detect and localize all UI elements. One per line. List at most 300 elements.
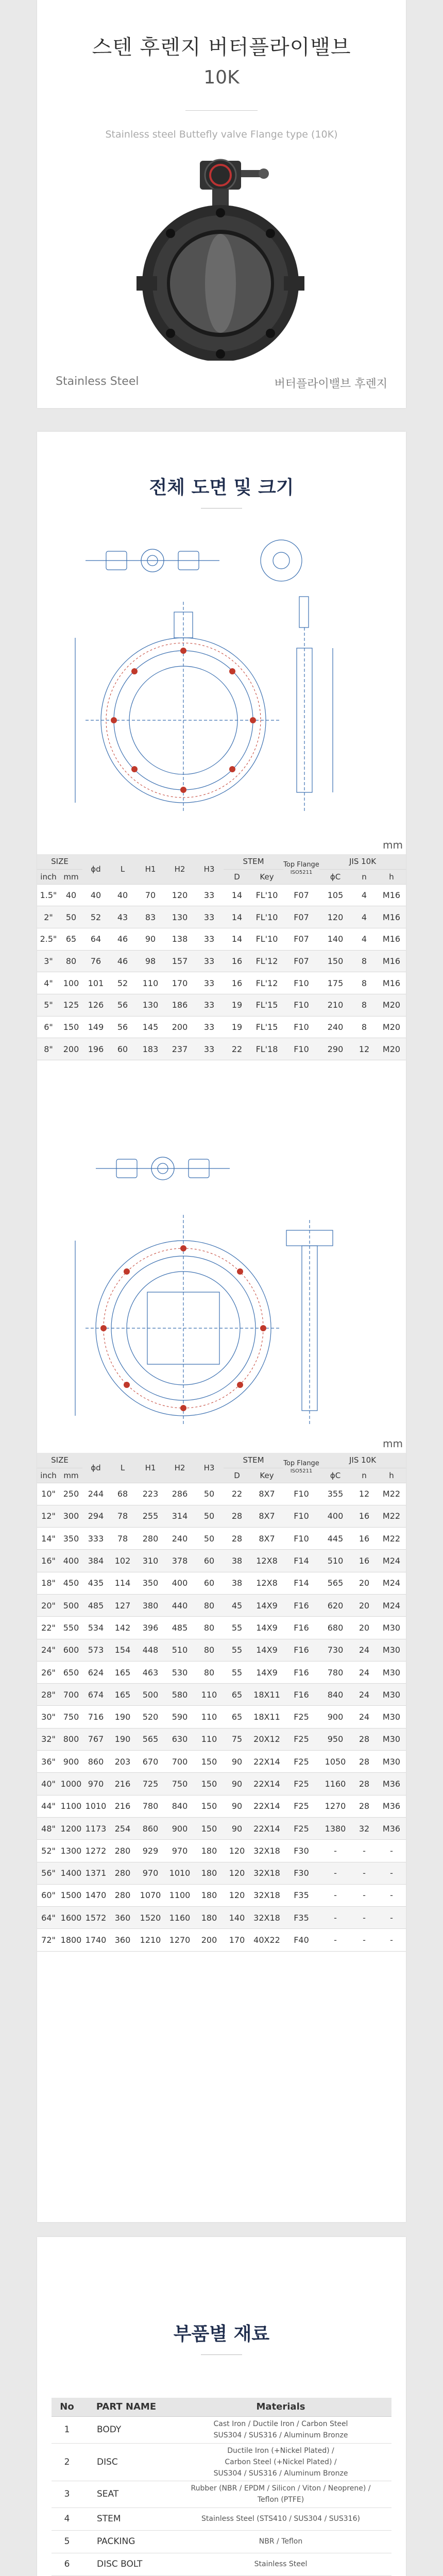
header-d: D bbox=[224, 869, 250, 884]
table-cell: 300 bbox=[60, 1505, 82, 1527]
table-cell: 165 bbox=[109, 1661, 136, 1683]
table-cell: F25 bbox=[283, 1773, 319, 1795]
table-cell: 400 bbox=[60, 1550, 82, 1572]
table-cell: 154 bbox=[109, 1639, 136, 1661]
table-row bbox=[37, 950, 406, 972]
table-cell: 1272 bbox=[82, 1840, 109, 1862]
table-cell: 22X14 bbox=[250, 1773, 283, 1795]
table-cell: 60" bbox=[37, 1884, 60, 1906]
product-subtitle: 10K bbox=[203, 67, 240, 88]
table-cell: 294 bbox=[82, 1505, 109, 1527]
material-label: Stainless Steel bbox=[56, 375, 139, 388]
table-cell: 20X12 bbox=[250, 1728, 283, 1750]
table-cell: 310 bbox=[136, 1550, 165, 1572]
table-cell: 860 bbox=[136, 1817, 165, 1839]
table-cell: 170 bbox=[224, 1929, 250, 1951]
table-cell: 840 bbox=[319, 1684, 351, 1706]
table-row bbox=[37, 1684, 406, 1706]
table-cell: 8 bbox=[351, 994, 377, 1016]
table-cell: 565 bbox=[319, 1572, 351, 1594]
table-row bbox=[37, 1929, 406, 1951]
table-cell: F10 bbox=[283, 1528, 319, 1550]
table-cell: 32X18 bbox=[250, 1862, 283, 1884]
table-cell: 19 bbox=[224, 1016, 250, 1038]
header-mm: mm bbox=[60, 869, 82, 884]
table-cell: 1010 bbox=[82, 1795, 109, 1817]
table-cell: F10 bbox=[283, 1505, 319, 1527]
table-cell: 1380 bbox=[319, 1817, 351, 1839]
table-cell: 125 bbox=[60, 994, 82, 1016]
table-cell: 970 bbox=[165, 1840, 195, 1862]
table-cell: M36 bbox=[377, 1795, 406, 1817]
table-cell: 4" bbox=[37, 972, 60, 994]
table-cell: 550 bbox=[60, 1617, 82, 1639]
table-cell: 1010 bbox=[165, 1862, 195, 1884]
table-cell: 730 bbox=[319, 1639, 351, 1661]
table-cell: 43 bbox=[109, 906, 136, 928]
table-cell: 1740 bbox=[82, 1929, 109, 1951]
table-cell: 360 bbox=[109, 1907, 136, 1929]
table-cell: FL'12 bbox=[250, 972, 283, 994]
header-jis: JIS 10K bbox=[319, 1453, 406, 1468]
parts-header-no: No bbox=[52, 2398, 82, 2416]
table-cell: 80 bbox=[195, 1594, 224, 1616]
table-cell: 64" bbox=[37, 1907, 60, 1929]
header-h2: H2 bbox=[165, 1453, 195, 1483]
table-cell: 55 bbox=[224, 1639, 250, 1661]
valve-photo bbox=[37, 155, 406, 361]
table-cell: 380 bbox=[136, 1594, 165, 1616]
table-cell: - bbox=[319, 1907, 351, 1929]
table-cell: 130 bbox=[165, 906, 195, 928]
table-cell: F16 bbox=[283, 1639, 319, 1661]
parts-no: 6 bbox=[52, 2553, 82, 2575]
table-cell: 65 bbox=[60, 928, 82, 950]
table-cell: - bbox=[377, 1907, 406, 1929]
table-cell: 83 bbox=[136, 906, 165, 928]
table-cell: 100 bbox=[60, 972, 82, 994]
table-cell: 16 bbox=[224, 972, 250, 994]
table-row bbox=[37, 1706, 406, 1728]
table-cell: 14X9 bbox=[250, 1661, 283, 1683]
table-cell: 900 bbox=[165, 1817, 195, 1839]
table-cell: F10 bbox=[283, 1038, 319, 1060]
header-stem: STEM bbox=[224, 1453, 283, 1468]
table-cell: 624 bbox=[82, 1661, 109, 1683]
table-cell: F16 bbox=[283, 1594, 319, 1616]
table-cell: - bbox=[319, 1884, 351, 1906]
parts-no: 5 bbox=[52, 2530, 82, 2553]
table-cell: 3" bbox=[37, 950, 60, 972]
table-cell: 40X22 bbox=[250, 1929, 283, 1951]
table-cell: 38 bbox=[224, 1550, 250, 1572]
table-cell: FL'10 bbox=[250, 906, 283, 928]
table-cell: 200 bbox=[165, 1016, 195, 1038]
material-line: Rubber (NBR / EPDM / Silicon / Viton / Neoprene) / bbox=[191, 2484, 371, 2493]
table-cell: 170 bbox=[165, 972, 195, 994]
table-cell: M16 bbox=[377, 950, 406, 972]
table-row bbox=[37, 906, 406, 928]
table-row bbox=[37, 1639, 406, 1661]
table-cell: 80 bbox=[195, 1639, 224, 1661]
parts-row bbox=[52, 2530, 391, 2553]
header-d: D bbox=[224, 1468, 250, 1483]
table-cell: 396 bbox=[136, 1617, 165, 1639]
table-cell: 223 bbox=[136, 1483, 165, 1505]
parts-name: STEM bbox=[82, 2507, 170, 2530]
table-row bbox=[37, 1862, 406, 1884]
table-cell: 8X7 bbox=[250, 1528, 283, 1550]
table-cell: 14" bbox=[37, 1528, 60, 1550]
table-cell: 1572 bbox=[82, 1907, 109, 1929]
table-cell: 12 bbox=[351, 1038, 377, 1060]
table-cell: 12X8 bbox=[250, 1550, 283, 1572]
table-row bbox=[37, 1795, 406, 1817]
table-cell: 1100 bbox=[165, 1884, 195, 1906]
table-cell: 255 bbox=[136, 1505, 165, 1527]
table-cell: F14 bbox=[283, 1572, 319, 1594]
table-cell: F35 bbox=[283, 1907, 319, 1929]
table-row bbox=[37, 1728, 406, 1750]
table-cell: 45 bbox=[224, 1594, 250, 1616]
table-cell: - bbox=[351, 1840, 377, 1862]
table-cell: 60 bbox=[195, 1572, 224, 1594]
table-cell: 50 bbox=[195, 1483, 224, 1505]
table-cell: M30 bbox=[377, 1706, 406, 1728]
title-divider bbox=[201, 508, 242, 509]
table-cell: 50 bbox=[60, 906, 82, 928]
table-cell: 12X8 bbox=[250, 1572, 283, 1594]
table-cell: - bbox=[319, 1840, 351, 1862]
table-cell: 1050 bbox=[319, 1751, 351, 1773]
table-cell: 840 bbox=[165, 1795, 195, 1817]
table-cell: 355 bbox=[319, 1483, 351, 1505]
table-cell: 286 bbox=[165, 1483, 195, 1505]
technical-drawing-large bbox=[65, 1138, 378, 1436]
table-cell: F30 bbox=[283, 1862, 319, 1884]
table-cell: 750 bbox=[165, 1773, 195, 1795]
table-cell: 28 bbox=[351, 1728, 377, 1750]
table-cell: 630 bbox=[165, 1728, 195, 1750]
table-cell: 1000 bbox=[60, 1773, 82, 1795]
table-cell: 780 bbox=[136, 1795, 165, 1817]
table-cell: 1520 bbox=[136, 1907, 165, 1929]
table-cell: 90 bbox=[224, 1773, 250, 1795]
table-cell: 68 bbox=[109, 1483, 136, 1505]
table-cell: 18" bbox=[37, 1572, 60, 1594]
table-cell: 28 bbox=[351, 1773, 377, 1795]
table-cell: M16 bbox=[377, 884, 406, 906]
table-cell: 90 bbox=[224, 1817, 250, 1839]
table-cell: 180 bbox=[195, 1862, 224, 1884]
table-cell: F25 bbox=[283, 1817, 319, 1839]
table-cell: F25 bbox=[283, 1706, 319, 1728]
table-cell: 500 bbox=[136, 1684, 165, 1706]
table-cell: 530 bbox=[165, 1661, 195, 1683]
header-l: L bbox=[109, 854, 136, 884]
table-cell: M30 bbox=[377, 1639, 406, 1661]
table-cell: 12 bbox=[351, 1483, 377, 1505]
table-cell: 32X18 bbox=[250, 1840, 283, 1862]
table-cell: 78 bbox=[109, 1528, 136, 1550]
table-cell: 1100 bbox=[60, 1795, 82, 1817]
header-jis: JIS 10K bbox=[319, 854, 406, 869]
table-cell: 56" bbox=[37, 1862, 60, 1884]
parts-row bbox=[52, 2416, 391, 2443]
table-cell: 580 bbox=[165, 1684, 195, 1706]
table-cell: 4 bbox=[351, 906, 377, 928]
table-cell: F16 bbox=[283, 1684, 319, 1706]
table-cell: 33 bbox=[195, 906, 224, 928]
table-cell: 33 bbox=[195, 928, 224, 950]
table-row bbox=[37, 1550, 406, 1572]
table-cell: M30 bbox=[377, 1684, 406, 1706]
table-cell: 22X14 bbox=[250, 1751, 283, 1773]
table-cell: M24 bbox=[377, 1550, 406, 1572]
table-cell: 240 bbox=[319, 1016, 351, 1038]
table-cell: 280 bbox=[136, 1528, 165, 1550]
header-n: n bbox=[351, 869, 377, 884]
table-cell: 180 bbox=[195, 1840, 224, 1862]
table-cell: 52" bbox=[37, 1840, 60, 1862]
table-cell: FL'18 bbox=[250, 1038, 283, 1060]
dimension-rows-large bbox=[37, 1483, 406, 1951]
table-cell: 510 bbox=[165, 1639, 195, 1661]
product-title: 스텐 후렌지 버터플라이밸브 bbox=[92, 36, 351, 59]
table-cell: M22 bbox=[377, 1505, 406, 1527]
table-cell: 120 bbox=[224, 1862, 250, 1884]
header-stem: STEM bbox=[224, 854, 283, 869]
table-cell: 140 bbox=[224, 1907, 250, 1929]
table-cell: 716 bbox=[82, 1706, 109, 1728]
table-row bbox=[37, 928, 406, 950]
parts-materials bbox=[170, 2553, 391, 2575]
table-cell: 20 bbox=[351, 1594, 377, 1616]
table-row bbox=[37, 1528, 406, 1550]
table-cell: F25 bbox=[283, 1751, 319, 1773]
table-cell: 180 bbox=[195, 1907, 224, 1929]
table-cell: - bbox=[377, 1929, 406, 1951]
table-cell: 80 bbox=[195, 1661, 224, 1683]
table-cell: 10" bbox=[37, 1483, 60, 1505]
parts-materials bbox=[170, 2530, 391, 2553]
table-cell: 24 bbox=[351, 1684, 377, 1706]
table-cell: F30 bbox=[283, 1840, 319, 1862]
dimension-table-small bbox=[37, 854, 406, 1060]
table-cell: 384 bbox=[82, 1550, 109, 1572]
table-cell: M30 bbox=[377, 1617, 406, 1639]
dimension-rows-small bbox=[37, 884, 406, 1060]
table-cell: 26" bbox=[37, 1661, 60, 1683]
table-cell: 110 bbox=[195, 1706, 224, 1728]
table-cell: 700 bbox=[165, 1751, 195, 1773]
table-cell: 500 bbox=[60, 1594, 82, 1616]
table-cell: 120 bbox=[224, 1840, 250, 1862]
parts-row bbox=[52, 2481, 391, 2507]
table-cell: 46 bbox=[109, 928, 136, 950]
table-row bbox=[37, 1751, 406, 1773]
table-cell: FL'15 bbox=[250, 994, 283, 1016]
table-cell: 70 bbox=[136, 884, 165, 906]
table-cell: F14 bbox=[283, 1550, 319, 1572]
table-cell: 333 bbox=[82, 1528, 109, 1550]
table-cell: F40 bbox=[283, 1929, 319, 1951]
header-h1: H1 bbox=[136, 854, 165, 884]
header-top-flange-label: Top Flange bbox=[283, 1460, 319, 1468]
table-cell: 14X9 bbox=[250, 1617, 283, 1639]
table-cell: 126 bbox=[82, 994, 109, 1016]
table-cell: F07 bbox=[283, 928, 319, 950]
table-cell: 600 bbox=[60, 1639, 82, 1661]
table-cell: 150 bbox=[195, 1773, 224, 1795]
header-phid: ϕd bbox=[82, 1453, 109, 1483]
table-cell: M22 bbox=[377, 1483, 406, 1505]
table-cell: 1270 bbox=[165, 1929, 195, 1951]
table-cell: F16 bbox=[283, 1661, 319, 1683]
material-line: Stainless Steel bbox=[254, 2560, 308, 2568]
product-description: Stainless steel Buttefly valve Flange type (10K) bbox=[105, 129, 338, 140]
table-cell: 445 bbox=[319, 1528, 351, 1550]
table-cell: - bbox=[377, 1862, 406, 1884]
table-cell: M24 bbox=[377, 1572, 406, 1594]
table-cell: 250 bbox=[60, 1483, 82, 1505]
table-cell: M30 bbox=[377, 1728, 406, 1750]
table-cell: 216 bbox=[109, 1795, 136, 1817]
header-phic: ϕC bbox=[319, 869, 351, 884]
table-cell: 485 bbox=[82, 1594, 109, 1616]
table-cell: 16 bbox=[224, 950, 250, 972]
table-cell: 314 bbox=[165, 1505, 195, 1527]
table-cell: 16 bbox=[351, 1528, 377, 1550]
table-cell: 929 bbox=[136, 1840, 165, 1862]
table-cell: 280 bbox=[109, 1862, 136, 1884]
table-cell: 90 bbox=[224, 1795, 250, 1817]
table-cell: 2.5" bbox=[37, 928, 60, 950]
table-cell: 78 bbox=[109, 1505, 136, 1527]
table-cell: 130 bbox=[136, 994, 165, 1016]
table-cell: M22 bbox=[377, 1528, 406, 1550]
table-row bbox=[37, 1817, 406, 1839]
parts-card bbox=[37, 2237, 406, 2576]
table-cell: 485 bbox=[165, 1617, 195, 1639]
table-row bbox=[37, 1773, 406, 1795]
table-cell: 46 bbox=[109, 950, 136, 972]
table-cell: 4 bbox=[351, 928, 377, 950]
table-cell: FL'12 bbox=[250, 950, 283, 972]
material-line: Teflon (PTFE) bbox=[257, 2496, 304, 2504]
table-cell: 150 bbox=[195, 1751, 224, 1773]
table-cell: 28 bbox=[351, 1795, 377, 1817]
table-row bbox=[37, 1617, 406, 1639]
table-cell: 90 bbox=[224, 1751, 250, 1773]
table-cell: 52 bbox=[82, 906, 109, 928]
table-cell: 680 bbox=[319, 1617, 351, 1639]
table-cell: 33 bbox=[195, 884, 224, 906]
table-cell: 102 bbox=[109, 1550, 136, 1572]
material-line: NBR / Teflon bbox=[259, 2537, 303, 2546]
table-cell: M20 bbox=[377, 1016, 406, 1038]
table-cell: 114 bbox=[109, 1572, 136, 1594]
parts-name: DISC bbox=[82, 2443, 170, 2481]
table-cell: 1600 bbox=[60, 1907, 82, 1929]
table-cell: 350 bbox=[60, 1528, 82, 1550]
table-cell: 28 bbox=[224, 1528, 250, 1550]
parts-no: 2 bbox=[52, 2443, 82, 2481]
table-cell: F07 bbox=[283, 884, 319, 906]
unit-label: mm bbox=[383, 1437, 403, 1450]
table-cell: F25 bbox=[283, 1728, 319, 1750]
header-inch: inch bbox=[37, 869, 60, 884]
parts-row bbox=[52, 2553, 391, 2575]
table-cell: 1270 bbox=[319, 1795, 351, 1817]
table-row bbox=[37, 1661, 406, 1683]
table-cell: 56 bbox=[109, 994, 136, 1016]
table-cell: 110 bbox=[195, 1728, 224, 1750]
table-cell: 435 bbox=[82, 1572, 109, 1594]
table-cell: 175 bbox=[319, 972, 351, 994]
table-cell: 210 bbox=[319, 994, 351, 1016]
table-cell: F07 bbox=[283, 906, 319, 928]
table-cell: 750 bbox=[60, 1706, 82, 1728]
parts-row bbox=[52, 2507, 391, 2530]
table-cell: 72" bbox=[37, 1929, 60, 1951]
table-cell: 120 bbox=[224, 1884, 250, 1906]
table-cell: 674 bbox=[82, 1684, 109, 1706]
table-cell: 24 bbox=[351, 1706, 377, 1728]
dimensions-card bbox=[37, 432, 406, 2222]
table-cell: 970 bbox=[136, 1862, 165, 1884]
table-cell: 1210 bbox=[136, 1929, 165, 1951]
table-cell: 440 bbox=[165, 1594, 195, 1616]
table-cell: 450 bbox=[60, 1572, 82, 1594]
table-cell: 157 bbox=[165, 950, 195, 972]
table-cell: M20 bbox=[377, 994, 406, 1016]
title-divider bbox=[185, 110, 258, 111]
table-cell: 700 bbox=[60, 1684, 82, 1706]
header-n: n bbox=[351, 1468, 377, 1483]
table-cell: 1160 bbox=[319, 1773, 351, 1795]
table-cell: 33 bbox=[195, 994, 224, 1016]
table-cell: 18X11 bbox=[250, 1684, 283, 1706]
table-cell: 140 bbox=[319, 928, 351, 950]
table-cell: - bbox=[351, 1929, 377, 1951]
table-cell: 127 bbox=[109, 1594, 136, 1616]
table-cell: M30 bbox=[377, 1661, 406, 1683]
parts-no: 4 bbox=[52, 2507, 82, 2530]
table-row bbox=[37, 1572, 406, 1594]
parts-no: 3 bbox=[52, 2481, 82, 2507]
table-row bbox=[37, 1907, 406, 1929]
table-cell: M24 bbox=[377, 1594, 406, 1616]
header-mm: mm bbox=[60, 1468, 82, 1483]
table-cell: M16 bbox=[377, 928, 406, 950]
table-cell: 670 bbox=[136, 1751, 165, 1773]
table-cell: FL'10 bbox=[250, 928, 283, 950]
table-cell: 650 bbox=[60, 1661, 82, 1683]
table-cell: FL'10 bbox=[250, 884, 283, 906]
parts-name: DISC BOLT bbox=[82, 2553, 170, 2575]
parts-name: SEAT bbox=[82, 2481, 170, 2507]
table-row bbox=[37, 972, 406, 994]
table-cell: 1400 bbox=[60, 1862, 82, 1884]
table-cell: 8 bbox=[351, 1016, 377, 1038]
table-cell: 1200 bbox=[60, 1817, 82, 1839]
table-cell: 12" bbox=[37, 1505, 60, 1527]
table-cell: 565 bbox=[136, 1728, 165, 1750]
table-cell: 378 bbox=[165, 1550, 195, 1572]
header-inch: inch bbox=[37, 1468, 60, 1483]
table-cell: 200 bbox=[195, 1929, 224, 1951]
